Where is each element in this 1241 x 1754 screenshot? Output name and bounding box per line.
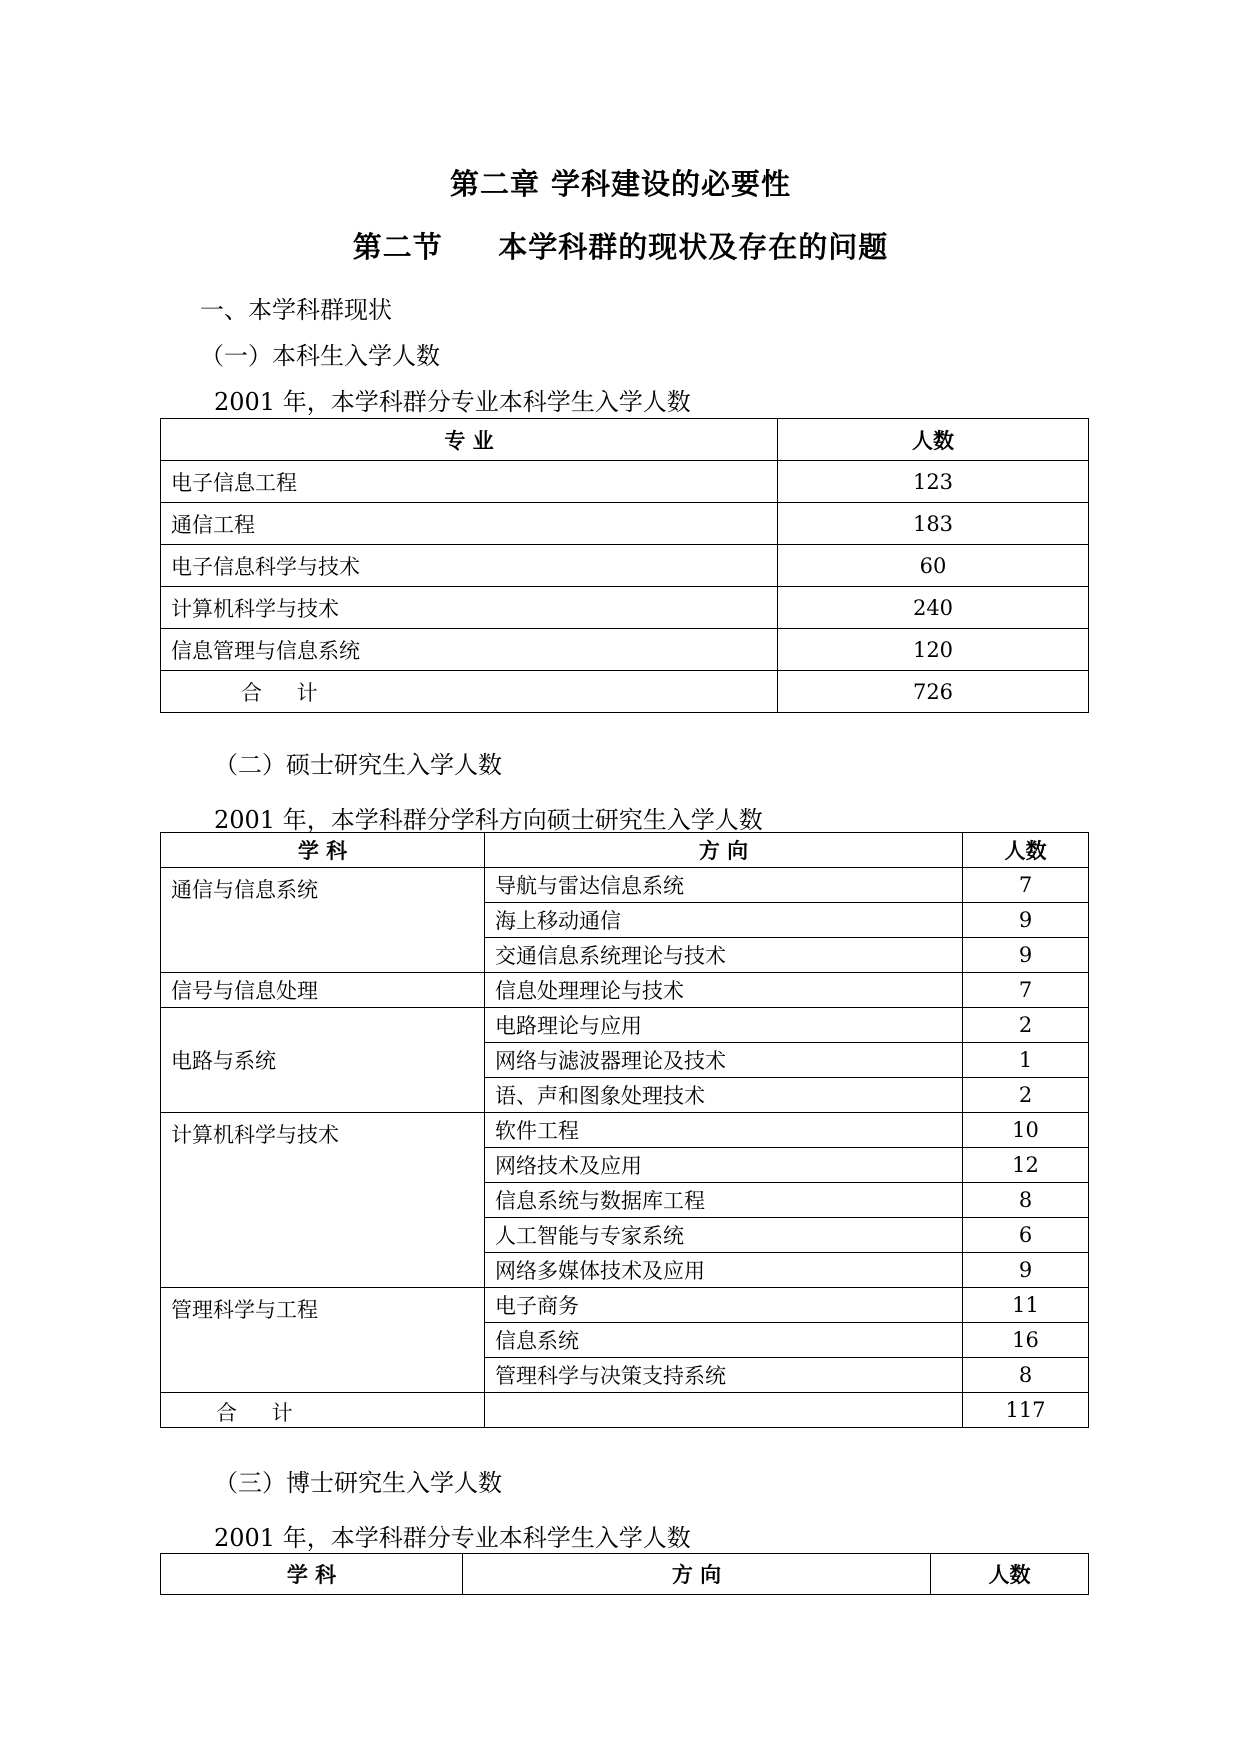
total-row [161, 671, 1089, 713]
table-row [161, 545, 1089, 587]
subject-cell: 通信与信息系统 [161, 868, 485, 973]
table-row [161, 629, 1089, 671]
table-row [161, 1008, 1089, 1043]
subject-cell: 管理科学与工程 [161, 1288, 485, 1393]
subject-cell: 电路与系统 [161, 1008, 485, 1113]
doctoral-enrollment-table [160, 1553, 1089, 1595]
total-value: 117 [963, 1393, 1089, 1428]
count-cell: 16 [963, 1323, 1089, 1358]
count-cell: 12 [963, 1148, 1089, 1183]
direction-cell: 海上移动通信 [485, 903, 963, 938]
section-title: 第二节 本学科群的现状及存在的问题 [352, 230, 889, 264]
major-cell: 信息管理与信息系统 [161, 629, 778, 671]
table-header-row [161, 419, 1089, 461]
table-row [161, 973, 1089, 1008]
header-subject: 学 科 [161, 833, 485, 868]
direction-cell: 电路理论与应用 [485, 1008, 963, 1043]
direction-cell: 网络多媒体技术及应用 [485, 1253, 963, 1288]
count-cell: 7 [963, 973, 1089, 1008]
major-cell: 电子信息科学与技术 [161, 545, 778, 587]
table-header-row [161, 1554, 1089, 1595]
subject-cell: 信号与信息处理 [161, 973, 485, 1008]
table-row [161, 1288, 1089, 1323]
total-label: 合 计 [161, 671, 778, 713]
major-cell: 计算机科学与技术 [161, 587, 778, 629]
header-direction: 方 向 [485, 833, 963, 868]
direction-cell: 软件工程 [485, 1113, 963, 1148]
direction-cell: 信息系统与数据库工程 [485, 1183, 963, 1218]
count-cell: 123 [778, 461, 1089, 503]
direction-cell: 网络与滤波器理论及技术 [485, 1043, 963, 1078]
count-cell: 8 [963, 1183, 1089, 1218]
caption-doctoral-table: 2001 年，本学科群分专业本科学生入学人数 [214, 1524, 691, 1552]
total-label: 合 计 [161, 1393, 485, 1428]
total-value: 726 [778, 671, 1089, 713]
direction-cell: 导航与雷达信息系统 [485, 868, 963, 903]
count-cell: 183 [778, 503, 1089, 545]
count-cell: 2 [963, 1078, 1089, 1113]
count-cell: 7 [963, 868, 1089, 903]
direction-cell: 网络技术及应用 [485, 1148, 963, 1183]
count-cell: 120 [778, 629, 1089, 671]
count-cell: 2 [963, 1008, 1089, 1043]
table-row [161, 587, 1089, 629]
table-header-row [161, 833, 1089, 868]
direction-cell: 语、声和图象处理技术 [485, 1078, 963, 1113]
undergrad-enrollment-table [160, 418, 1089, 713]
major-cell: 通信工程 [161, 503, 778, 545]
caption-undergrad-table: 2001 年，本学科群分专业本科学生入学人数 [214, 388, 691, 416]
count-cell: 60 [778, 545, 1089, 587]
count-cell: 9 [963, 1253, 1089, 1288]
direction-cell: 管理科学与决策支持系统 [485, 1358, 963, 1393]
table-row [161, 503, 1089, 545]
count-cell: 240 [778, 587, 1089, 629]
chapter-title: 第二章 学科建设的必要性 [449, 167, 792, 201]
header-count: 人数 [963, 833, 1089, 868]
direction-cell: 交通信息系统理论与技术 [485, 938, 963, 973]
total-row [161, 1393, 1089, 1428]
direction-cell: 信息系统 [485, 1323, 963, 1358]
table-row [161, 868, 1089, 903]
direction-cell: 电子商务 [485, 1288, 963, 1323]
header-count: 人数 [931, 1554, 1089, 1595]
major-cell: 电子信息工程 [161, 461, 778, 503]
total-direction-cell [485, 1393, 963, 1428]
table-row [161, 1113, 1089, 1148]
header-direction: 方 向 [463, 1554, 931, 1595]
header-major: 专 业 [161, 419, 778, 461]
count-cell: 10 [963, 1113, 1089, 1148]
direction-cell: 信息处理理论与技术 [485, 973, 963, 1008]
count-cell: 1 [963, 1043, 1089, 1078]
header-subject: 学 科 [161, 1554, 463, 1595]
masters-enrollment-table [160, 832, 1089, 1428]
count-cell: 8 [963, 1358, 1089, 1393]
header-count: 人数 [778, 419, 1089, 461]
direction-cell: 人工智能与专家系统 [485, 1218, 963, 1253]
count-cell: 9 [963, 903, 1089, 938]
subheading-masters: （二）硕士研究生入学人数 [214, 751, 502, 779]
table-row [161, 461, 1089, 503]
count-cell: 6 [963, 1218, 1089, 1253]
subheading-undergrad: （一）本科生入学人数 [200, 342, 440, 370]
caption-masters-table: 2001 年，本学科群分学科方向硕士研究生入学人数 [214, 806, 763, 834]
subject-cell: 计算机科学与技术 [161, 1113, 485, 1288]
subheading-doctoral: （三）博士研究生入学人数 [214, 1469, 502, 1497]
count-cell: 11 [963, 1288, 1089, 1323]
heading-current-status: 一、本学科群现状 [200, 296, 392, 324]
count-cell: 9 [963, 938, 1089, 973]
